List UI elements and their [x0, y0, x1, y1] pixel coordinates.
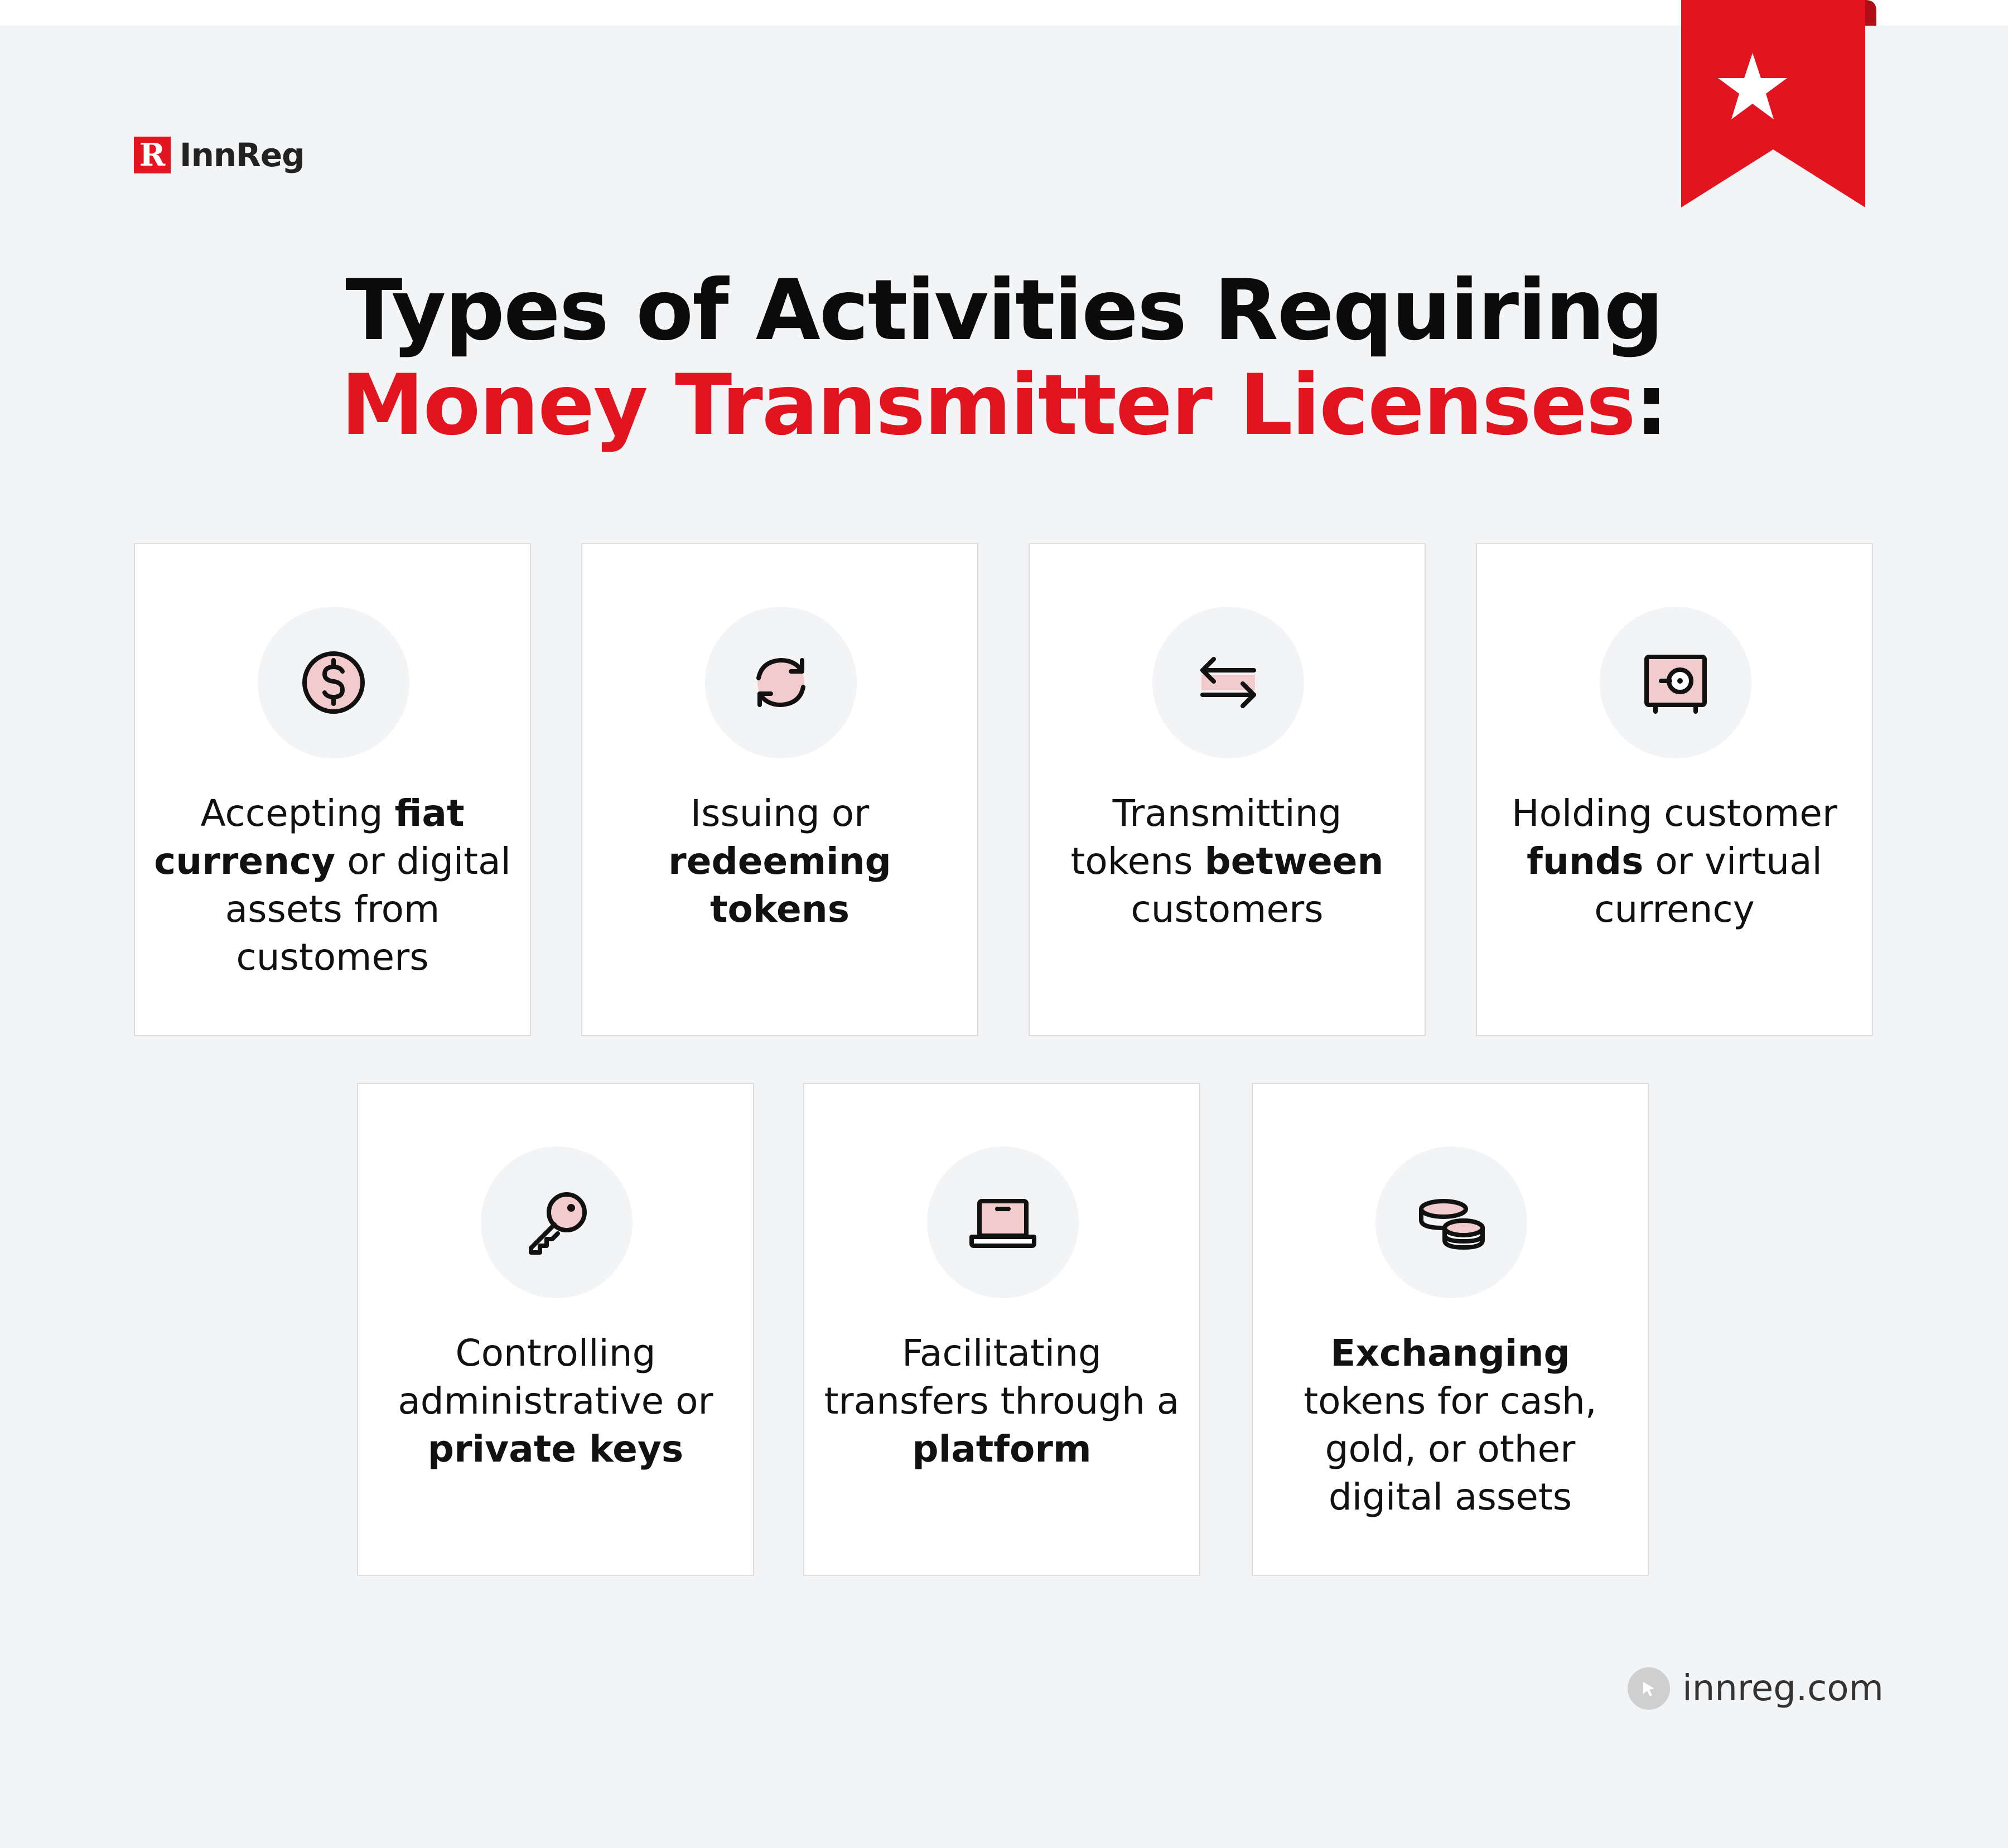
dollar-coin-icon: [295, 644, 373, 722]
activity-card-transmitting: [1029, 543, 1426, 1036]
card-text: Controlling administrative or private keys: [398, 1332, 713, 1470]
safe-icon: [1637, 644, 1715, 722]
page-title-highlight: Money Transmitter Licenses: [341, 357, 1635, 454]
card-text: Facilitating transfers through a platform: [824, 1332, 1180, 1470]
key-icon: [518, 1183, 596, 1261]
laptop-icon: [964, 1183, 1042, 1261]
logo-text: InnReg: [180, 136, 305, 174]
cursor-icon: [1628, 1667, 1670, 1710]
website-url: innreg.com: [1682, 1668, 1884, 1709]
page-title-line2: [0, 357, 2008, 454]
website-link[interactable]: [1628, 1667, 1884, 1710]
card-text: Holding customer funds or virtual currency: [1511, 792, 1838, 931]
card-text: Issuing or redeeming tokens: [668, 792, 891, 931]
brand-logo[interactable]: [134, 136, 305, 174]
activity-card-holding-funds: [1476, 543, 1873, 1036]
card-text: Transmitting tokens between customers: [1070, 792, 1384, 931]
activity-card-private-keys: [357, 1083, 754, 1576]
activity-card-platform: [803, 1083, 1200, 1576]
coins-stack-icon: [1412, 1183, 1490, 1261]
activity-card-exchanging: [1252, 1083, 1649, 1576]
bookmark-star-icon: [1681, 0, 1876, 207]
logo-mark-icon: R: [134, 137, 171, 173]
card-text: Exchanging tokens for cash, gold, or other digital assets: [1304, 1332, 1597, 1518]
activity-card-accepting-fiat: [134, 543, 531, 1036]
transfer-arrows-icon: [1189, 644, 1267, 722]
activity-card-issuing-redeeming: [581, 543, 978, 1036]
card-text: Accepting fiat currency or digital assets from customers: [154, 792, 511, 979]
page-title-colon: :: [1634, 357, 1667, 454]
refresh-arrows-icon: [742, 644, 820, 722]
page-title-line1: Types of Activities Requiring: [345, 262, 1663, 359]
